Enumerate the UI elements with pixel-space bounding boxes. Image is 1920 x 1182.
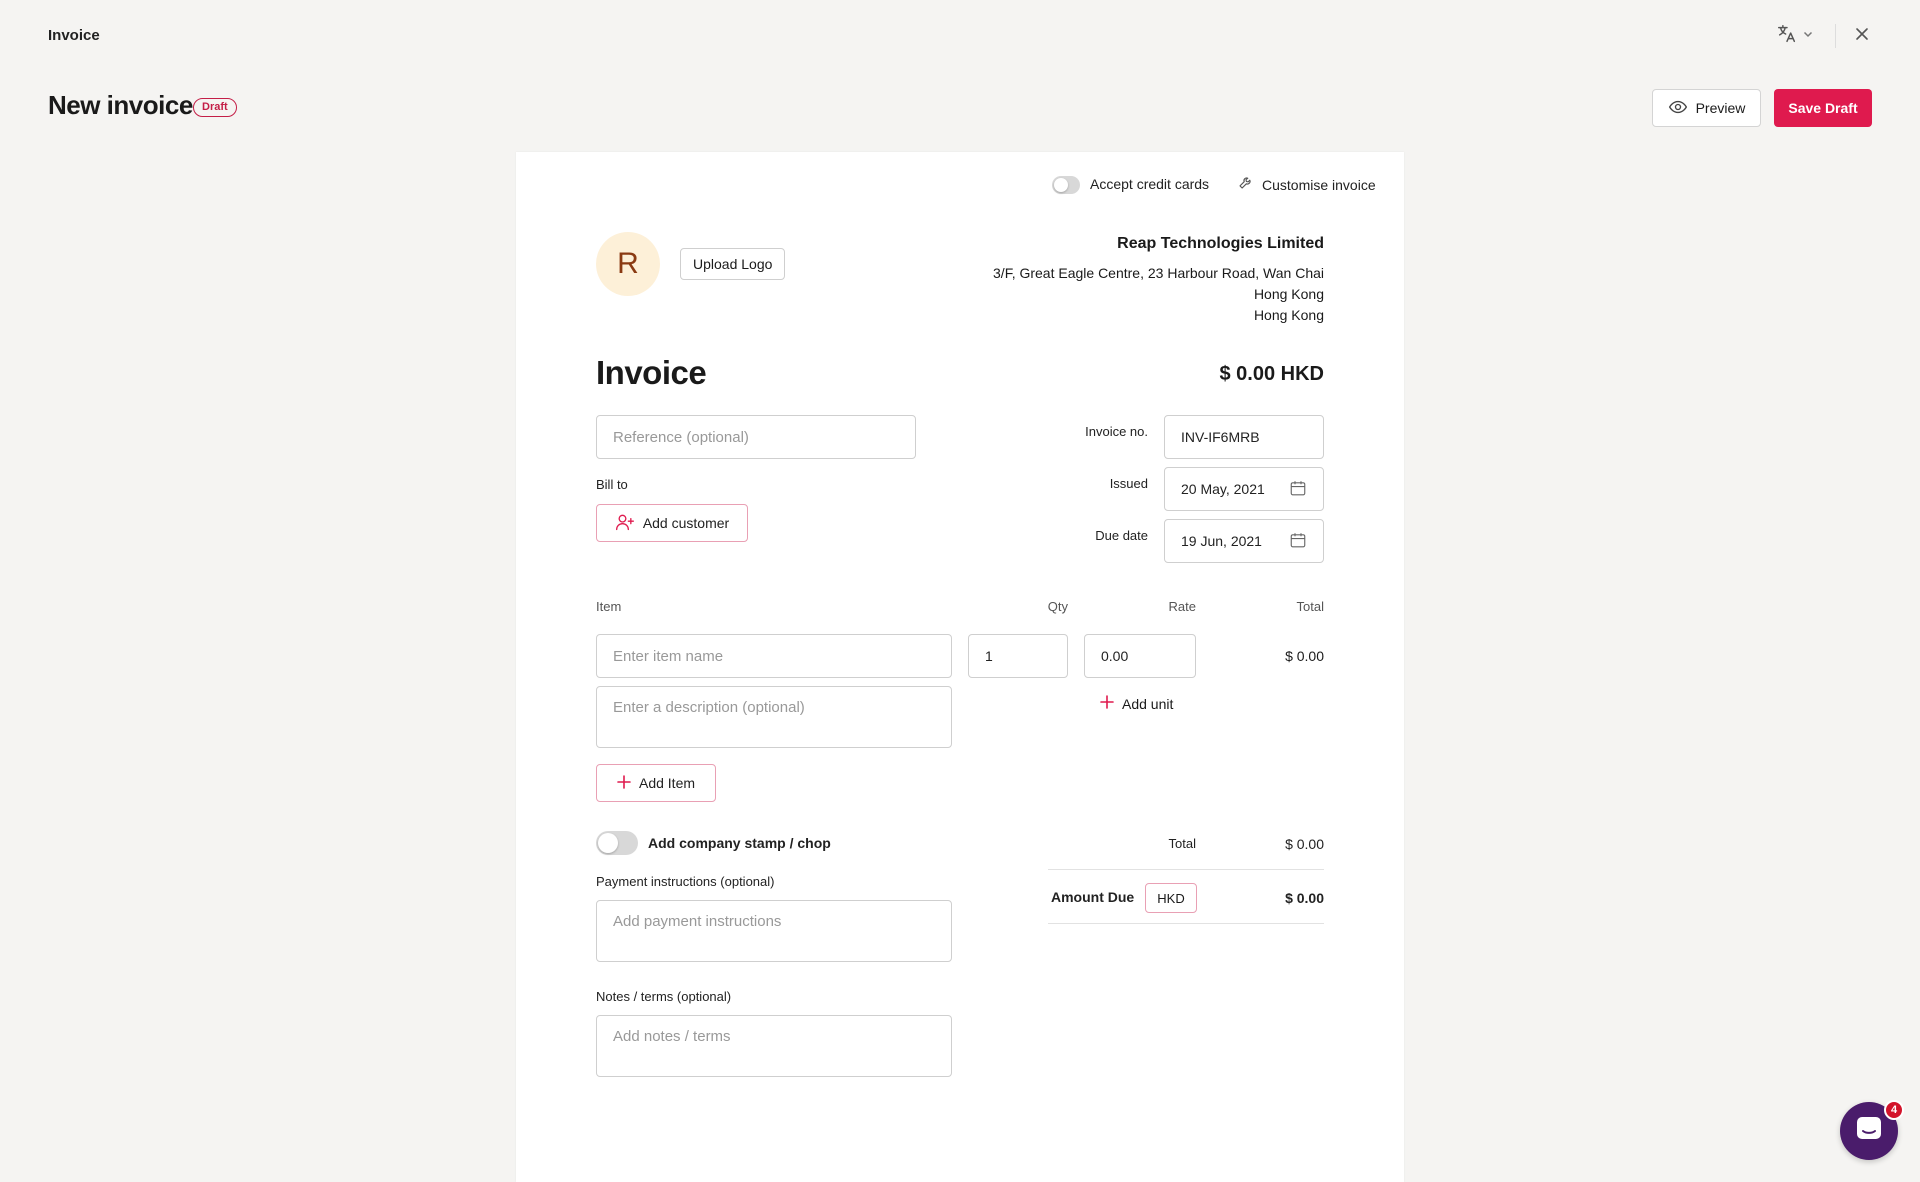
summary-total-value: $ 0.00 bbox=[1285, 836, 1324, 852]
page-title: New invoice bbox=[48, 90, 193, 120]
invoice-card bbox=[516, 152, 1404, 1182]
translate-icon bbox=[1776, 23, 1798, 50]
issued-label: Issued bbox=[1109, 476, 1148, 491]
calendar-icon bbox=[1289, 531, 1307, 552]
due-date-input[interactable] bbox=[1164, 519, 1324, 563]
item-total: $ 0.00 bbox=[1285, 648, 1324, 664]
upload-logo-button[interactable]: Upload Logo bbox=[680, 248, 785, 280]
item-description-input[interactable]: Enter a description (optional) bbox=[596, 686, 952, 748]
company-stamp-label: Add company stamp / chop bbox=[648, 835, 831, 851]
item-name-input[interactable]: Enter item name bbox=[596, 634, 952, 678]
add-customer-label: Add customer bbox=[642, 515, 730, 531]
notes-terms-label: Notes / terms (optional) bbox=[596, 989, 732, 1004]
add-unit-label: Add unit bbox=[1122, 695, 1174, 712]
company-address-line3: Hong Kong bbox=[1253, 307, 1324, 323]
payment-instructions-input[interactable]: Add payment instructions bbox=[596, 900, 952, 962]
status-badge: Draft bbox=[193, 98, 237, 117]
chat-unread-badge: 4 bbox=[1884, 1100, 1904, 1120]
add-item-label: Add Item bbox=[638, 775, 696, 791]
qty-column-header: Qty bbox=[1047, 599, 1068, 614]
wrench-icon bbox=[1238, 174, 1254, 195]
qty-input[interactable]: 1 bbox=[968, 634, 1068, 678]
add-item-button[interactable] bbox=[596, 764, 716, 802]
add-customer-button[interactable] bbox=[596, 504, 748, 542]
amount-due-label: Amount Due bbox=[1051, 889, 1135, 905]
currency-selector[interactable]: HKD bbox=[1145, 883, 1197, 913]
app-title: Invoice bbox=[48, 27, 100, 44]
invoice-no-input[interactable]: INV-IF6MRB bbox=[1164, 415, 1324, 459]
customise-invoice-button[interactable] bbox=[1238, 174, 1376, 195]
accept-credit-cards-label: Accept credit cards bbox=[1090, 176, 1210, 192]
summary-bottom-divider bbox=[1048, 923, 1324, 924]
rate-input[interactable]: 0.00 bbox=[1084, 634, 1196, 678]
summary-total-label: Total bbox=[1168, 836, 1196, 851]
invoice-total-display: $ 0.00 HKD bbox=[1219, 363, 1324, 385]
bill-to-label: Bill to bbox=[596, 477, 628, 492]
save-draft-button[interactable]: Save Draft bbox=[1774, 89, 1872, 127]
company-logo: R bbox=[596, 232, 660, 296]
company-name: Reap Technologies Limited bbox=[1117, 235, 1324, 252]
chevron-down-icon bbox=[1802, 27, 1814, 45]
close-icon bbox=[1854, 26, 1870, 47]
company-address-line2: Hong Kong bbox=[1253, 286, 1324, 302]
preview-label: Preview bbox=[1695, 100, 1746, 116]
close-button[interactable] bbox=[1850, 24, 1874, 48]
customise-invoice-label: Customise invoice bbox=[1262, 176, 1376, 193]
language-selector[interactable] bbox=[1776, 24, 1818, 48]
plus-icon bbox=[1100, 695, 1114, 712]
reference-input[interactable]: Reference (optional) bbox=[596, 415, 916, 459]
top-bar bbox=[0, 0, 1920, 72]
issued-date-value: 20 May, 2021 bbox=[1181, 481, 1265, 497]
preview-button[interactable] bbox=[1652, 89, 1761, 127]
plus-icon bbox=[617, 775, 631, 792]
accept-credit-cards-toggle[interactable] bbox=[1052, 176, 1080, 194]
invoice-no-label: Invoice no. bbox=[1085, 424, 1148, 439]
invoice-heading: Invoice bbox=[596, 354, 707, 391]
due-date-label: Due date bbox=[1095, 528, 1148, 543]
payment-instructions-label: Payment instructions (optional) bbox=[596, 874, 775, 889]
due-date-value: 19 Jun, 2021 bbox=[1181, 533, 1262, 549]
summary-divider bbox=[1048, 869, 1324, 870]
total-column-header: Total bbox=[1296, 599, 1324, 614]
company-stamp-toggle[interactable] bbox=[596, 831, 638, 855]
company-address-line1: 3/F, Great Eagle Centre, 23 Harbour Road, Wan Chai bbox=[993, 265, 1324, 281]
add-unit-button[interactable] bbox=[1100, 695, 1173, 712]
chat-icon bbox=[1854, 1114, 1884, 1149]
notes-terms-input[interactable]: Add notes / terms bbox=[596, 1015, 952, 1077]
user-plus-icon bbox=[615, 512, 635, 535]
rate-column-header: Rate bbox=[1168, 599, 1196, 614]
item-column-header: Item bbox=[596, 599, 622, 614]
calendar-icon bbox=[1289, 479, 1307, 500]
eye-icon bbox=[1668, 97, 1688, 120]
amount-due-value: $ 0.00 bbox=[1285, 890, 1324, 906]
header-divider bbox=[1835, 24, 1836, 48]
issued-date-input[interactable] bbox=[1164, 467, 1324, 511]
